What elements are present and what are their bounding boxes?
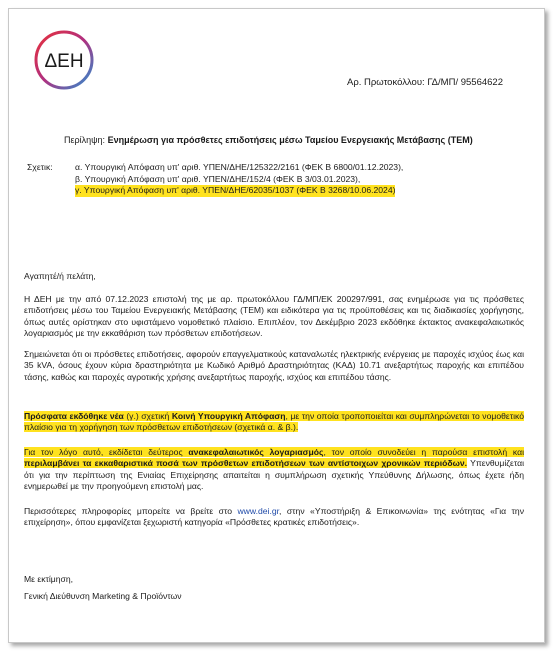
greeting: Αγαπητέ/ή πελάτη, [24,271,96,281]
p4-text-3: Υπενθυμίζεται ότι για την περίπτωση της Ενιαίας Επιχείρησης απαιτείται η συμπλήρωση σχετικής Υπεύθυνης Δήλωσης, όπως έχετε ήδη ενημερωθεί με την προηγούμενη επιστολή μας. [24,458,524,492]
paragraph-4 [24,447,524,493]
references [27,162,403,197]
subject-line [64,135,473,145]
subject-label: Περίληψη: [64,135,106,145]
closing: Με εκτίμηση, [24,574,74,584]
paragraph-5 [24,506,524,529]
letter-page [8,8,545,643]
signature: Γενική Διεύθυνση Marketing & Προϊόντων [24,591,182,601]
paragraph-3 [24,411,524,434]
svg-text:ΔΕΗ: ΔΕΗ [44,51,84,72]
p3-bold-2: Κοινή Υπουργική Απόφαση [171,411,286,421]
p4-text-2: , τον οποίο συνοδεύει η παρούσα επιστολή και [323,447,524,457]
p4-bold-2: περιλαμβάνει τα εκκαθαριστικά ποσά των πρόσθετων επιδοτήσεων των αντίστοιχων χρονικών περιόδων. [24,458,468,469]
p3-text-1: (γ.) σχετική [123,411,172,421]
paragraph-1: Η ΔΕΗ με την από 07.12.2023 επιστολή της με αρ. πρωτοκόλλου ΓΔ/ΜΠ/ΕΚ 200297/991, σας ενημέρωσε για τις πρόσθετες επιδοτήσεις μέσω του Ταμείου Ενεργειακής Μετάβασης (ΤΕΜ) και ειδικότερα για τις προϋποθέσεις και τις διαδικασίες χορήγησης, όπως αυτές ορίστηκαν στο υφιστάμενο νομοθετικό πλαίσιο. Επιπλέον, τον Δεκέμβριο 2023 εκδόθηκε έκτακτος ανακεφαλαιωτικός λογαριασμός με την εκκαθάριση των πρόσθετων επιδοτήσεων. [24,294,524,339]
ref-item: β. Υπουργική Απόφαση υπ' αριθ. ΥΠΕΝ/ΔΗΕ/152/4 (ΦΕΚ Β 3/03.01.2023), [75,173,361,184]
p4-text-1: Για τον λόγο αυτό, εκδίδεται δεύτερος [24,447,189,457]
p3-text-2: , με την οποία τροποποιείται και συμπληρώνεται το νομοθετικό πλαίσιο για τη χορήγηση των πρόσθετων επιδοτήσεων (σχετικά α. & β.). [24,411,524,433]
protocol-number: Αρ. Πρωτοκόλλου: ΓΔ/ΜΠ/ 95564622 [347,77,503,88]
dei-logo [33,29,95,91]
subject-text: Ενημέρωση για πρόσθετες επιδοτήσεις μέσω Ταμείου Ενεργειακής Μετάβασης (ΤΕΜ) [107,135,473,145]
refs-label: Σχετικ: [27,162,53,172]
p5-text-1: Περισσότερες πληροφορίες μπορείτε να βρείτε στο [24,506,238,516]
p5-text-2: , στην «Υποστήριξη & Επικοινωνία» της ενότητας «Για την επιχείρηση», όπου εμφανίζεται ξεχωριστή κατηγορία «Πρόσθετες κρατικές επιδοτήσεις». [24,506,525,528]
ref-item: α. Υπουργική Απόφαση υπ' αριθ. ΥΠΕΝ/ΔΗΕ/125322/2161 (ΦΕΚ Β 6800/01.12.2023), [75,162,404,172]
ref-item-highlighted: γ. Υπουργική Απόφαση υπ' αριθ. ΥΠΕΝ/ΔΗΕ/62035/1037 (ΦΕΚ Β 3268/10.06.2024) [75,185,396,195]
paragraph-2: Σημειώνεται ότι οι πρόσθετες επιδοτήσεις, αφορούν επαγγελματικούς καταναλωτές ηλεκτρικής ενέργειας με παροχές ισχύος έως και 35 kVA, όσους έχουν κύρια δραστηριότητα με Κωδικό Αριθμό Δραστηριότητας (ΚΑΔ) 10.71 ανεξαρτήτως παροχής και επιπέδου τάσης, καθώς και παροχές αγροτικής χρήσης ανεξαρτήτως παροχής, ισχύος και επιπέδου τάσης. [24,349,524,382]
p3-bold-1: Πρόσφατα εκδόθηκε νέα [24,411,124,421]
website-link[interactable]: www.dei.gr [237,506,280,516]
p4-bold-1: ανακεφαλαιωτικός λογαριασμός [188,447,324,457]
